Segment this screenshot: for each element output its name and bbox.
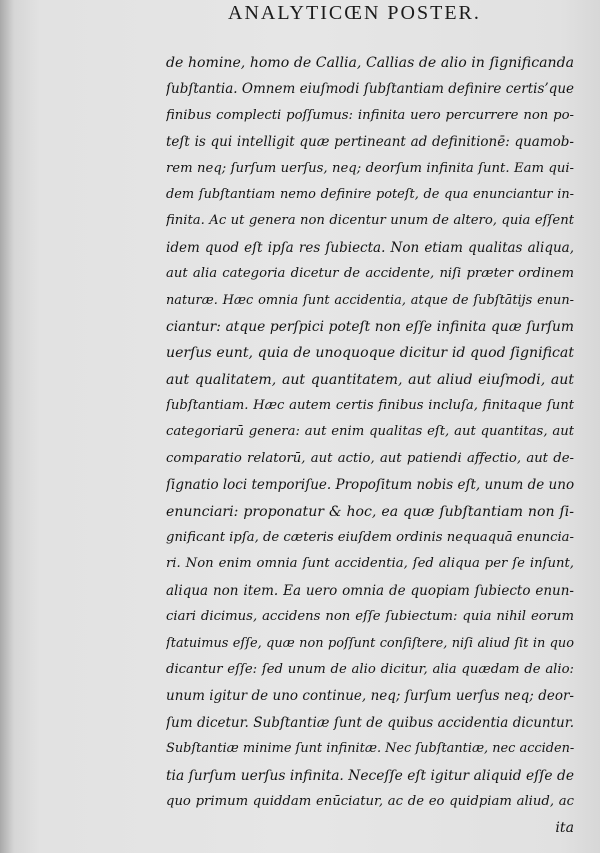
text-line: rem neq; ſurſum uerſus, neq; deorſum infinita ſunt. Eam qui- (166, 160, 574, 176)
text-line: ri. Non enim omnia ſunt accidentia, ſed aliqua per ſe inſunt, (166, 556, 574, 572)
text-line: teſt is qui intelligit quæ pertineant ad definitionē: quamob- (166, 134, 574, 151)
text-line: ſubſtantia. Omnem eiuſmodi ſubſtantiam definire certis’que (166, 81, 574, 98)
text-line: ſum dicetur. Subſtantiæ ſunt de quibus accidentia dicuntur. (166, 714, 574, 731)
text-line: ciari dicimus, accidens non eſſe ſubiectum: quia nihil eorum (166, 609, 574, 625)
text-line: uerſus eunt, quia de unoquoque dicitur id quod ſignificat (166, 345, 574, 362)
text-line: naturæ. Hæc omnia ſunt accidentia, atque de ſubſtātijs enun- (166, 292, 574, 308)
text-line: finibus complecti poſſumus: infinita uero percurrere non po- (166, 107, 574, 123)
text-line: dicantur eſſe: ſed unum de alio dicitur, alia quædam de alio: (166, 661, 574, 677)
text-block (166, 50, 574, 842)
text-line: categoriarū genera: aut enim qualitas eſt, aut quantitas, aut (166, 424, 574, 440)
text-line: ſignatio loci temporiſue. Propoſitum nobis eſt, unum de uno (166, 477, 574, 494)
running-head: ANALYTICŒN POSTER. (228, 2, 481, 24)
text-line: ſubſtantiam. Hæc autem certis finibus incluſa, finitaque ſunt (166, 398, 574, 414)
text-line: comparatio relatorū, aut actio, aut patiendi affectio, aut de- (166, 450, 574, 466)
text-line: de homine, homo de Callia, Callias de alio in ſignificanda (166, 55, 574, 71)
text-line: quo primum quiddam enūciatur, ac de eo quidpiam aliud, ac (166, 793, 574, 809)
catchword: ita (555, 820, 574, 837)
text-line: tia ſurſum uerſus infinita. Neceſſe eſt igitur aliquid eſſe de (166, 767, 574, 784)
text-line: aut qualitatem, aut quantitatem, aut aliud eiuſmodi, aut (166, 371, 574, 388)
text-line: aut alia categoria dicetur de accidente, niſi præter ordinem (166, 266, 574, 282)
text-line: ſtatuimus eſſe, quæ non poſſunt conſiſtere, niſi aliud ſit in quo (166, 635, 574, 651)
text-line: idem quod eſt ipſa res ſubiecta. Non etiam qualitas aliqua, (166, 239, 574, 256)
text-line: unum igitur de uno continue, neq; ſurſum uerſus neq; deor- (166, 688, 574, 705)
text-line: Subſtantiæ minime ſunt infinitæ. Nec ſubſtantiæ, nec acciden- (166, 741, 574, 757)
text-line: enunciari: proponatur & hoc, ea quæ ſubſtantiam non ſi- (166, 503, 574, 520)
text-line: ciantur: atque perſpici poteſt non eſſe infinita quæ ſurſum (166, 318, 574, 335)
text-line: gnificant ipſa, de cæteris eiuſdem ordinis nequaquā enuncia- (166, 530, 574, 546)
text-line: dem ſubſtantiam nemo definire poteſt, de qua enunciantur in- (166, 186, 574, 202)
text-line: finita. Ac ut genera non dicentur unum de altero, quia eſſent (166, 213, 574, 229)
text-line: aliqua non item. Ea uero omnia de quopiam ſubiecto enun- (166, 582, 574, 599)
